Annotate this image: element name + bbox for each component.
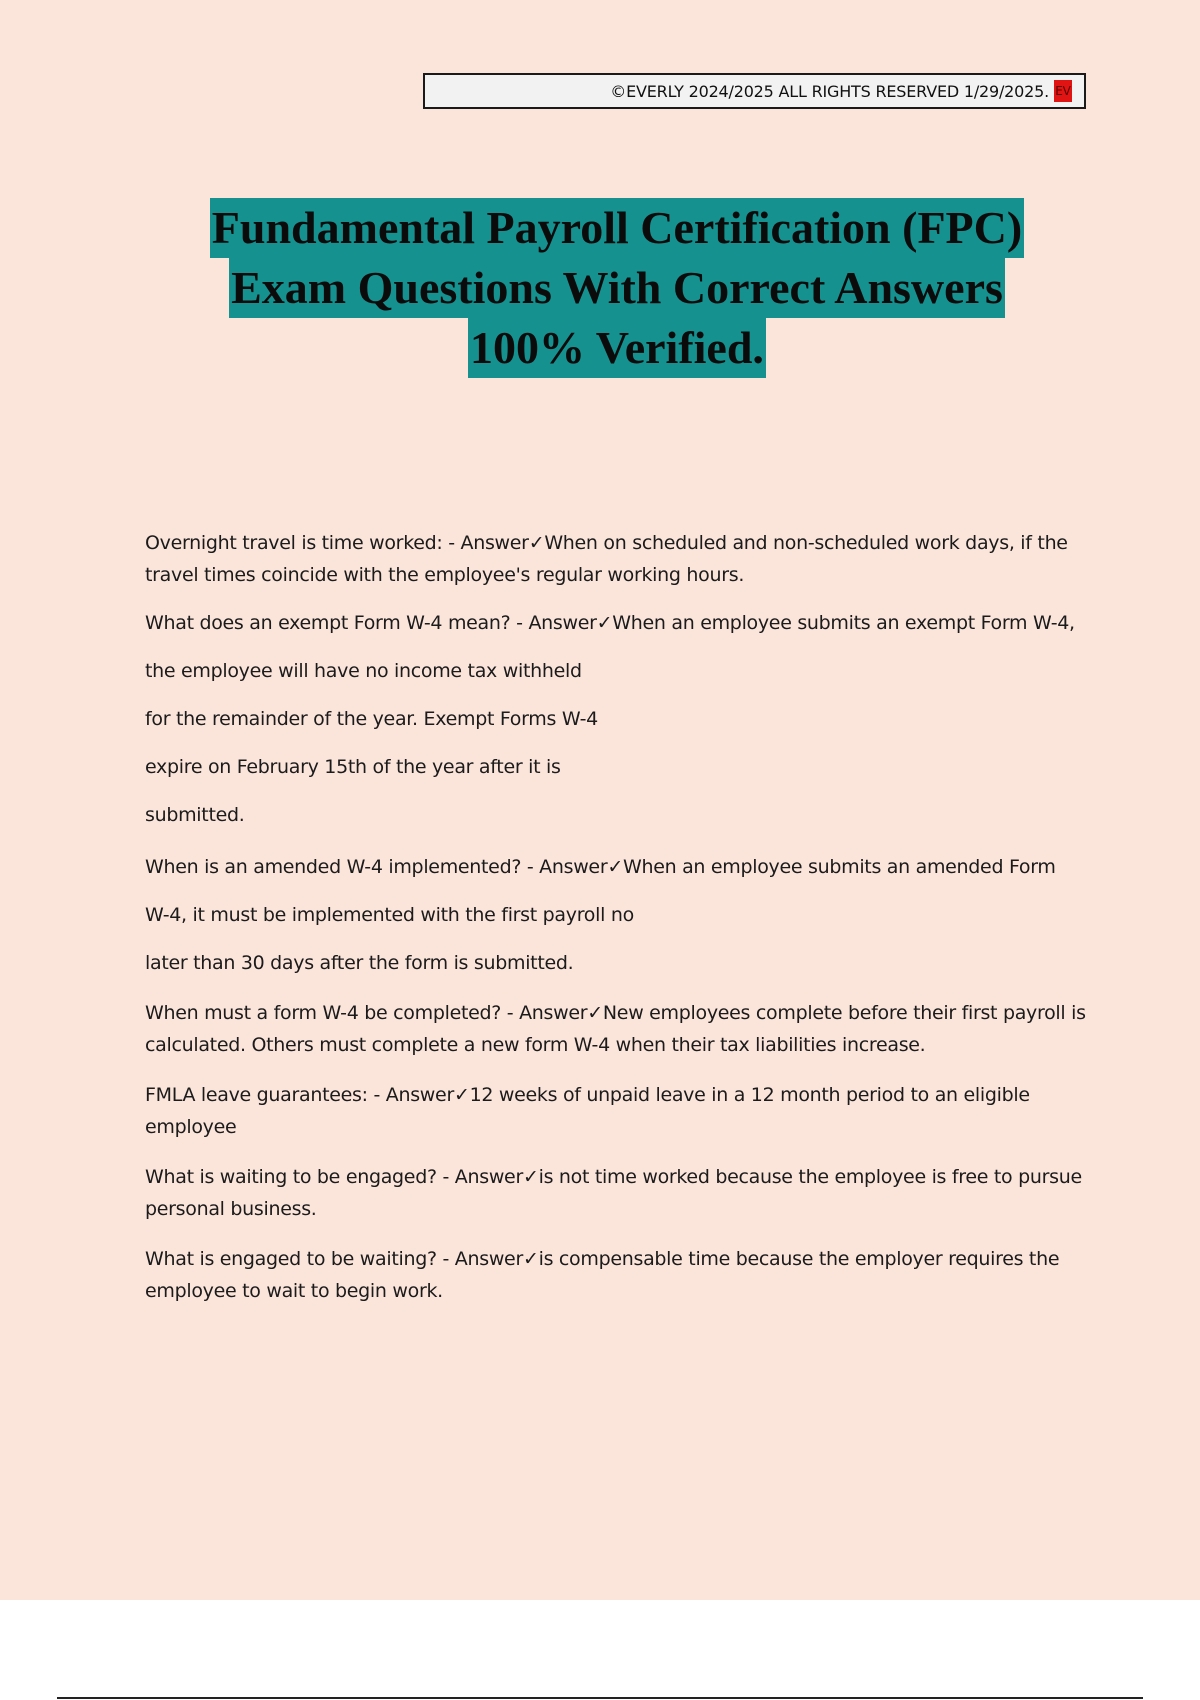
qa-item bbox=[145, 1079, 1095, 1143]
check-icon: ✓ bbox=[596, 612, 613, 634]
answer-continuation: submitted. bbox=[145, 804, 245, 826]
title-line-3: 100% Verified. bbox=[468, 318, 766, 378]
copyright-header bbox=[423, 73, 1086, 109]
qa-item bbox=[145, 607, 1095, 639]
answer: When an employee submits an exempt Form W-4, bbox=[612, 612, 1075, 634]
answer-continuation: expire on February 15th of the year after it is bbox=[145, 756, 561, 778]
qa-item bbox=[145, 997, 1095, 1061]
answer: When an employee submits an amended Form bbox=[622, 856, 1056, 878]
answer: New employees complete before their first payroll is calculated. Others must complete a new form W-4 when their tax liabilities increase. bbox=[145, 1002, 1086, 1056]
answer: is compensable time because the employer requires the employee to wait to begin work. bbox=[145, 1248, 1060, 1302]
question: When must a form W-4 be completed? - Answer bbox=[145, 1002, 588, 1024]
answer-continuation: for the remainder of the year. Exempt Forms W-4 bbox=[145, 708, 598, 730]
answer-continuation: later than 30 days after the form is submitted. bbox=[145, 952, 574, 974]
answer-continuation: W-4, it must be implemented with the first payroll no bbox=[145, 904, 634, 926]
qa-item bbox=[145, 1161, 1095, 1225]
answer: is not time worked because the employee is free to pursue personal business. bbox=[145, 1166, 1082, 1220]
check-icon: ✓ bbox=[453, 1084, 470, 1106]
check-icon: ✓ bbox=[528, 532, 545, 554]
answer-continuation: the employee will have no income tax withheld bbox=[145, 660, 582, 682]
copyright-text: ©EVERLY 2024/2025 ALL RIGHTS RESERVED 1/29/2025. bbox=[610, 81, 1049, 101]
question: What is waiting to be engaged? - Answer bbox=[145, 1166, 523, 1188]
check-icon: ✓ bbox=[522, 1166, 539, 1188]
title-line-2: Exam Questions With Correct Answers bbox=[229, 258, 1005, 318]
check-icon: ✓ bbox=[607, 856, 623, 878]
page-title bbox=[0, 198, 1200, 378]
answer: 12 weeks of unpaid leave in a 12 month period to an eligible employee bbox=[145, 1084, 1030, 1138]
check-icon: ✓ bbox=[587, 1002, 603, 1024]
qa-item bbox=[145, 1243, 1095, 1307]
qa-list bbox=[145, 527, 1095, 1307]
brand-mark: EV bbox=[1054, 80, 1072, 102]
question: Overnight travel is time worked: - Answer bbox=[145, 532, 529, 554]
qa-item bbox=[145, 527, 1095, 591]
question: What is engaged to be waiting? - Answer bbox=[145, 1248, 523, 1270]
question: When is an amended W-4 implemented? - Answer bbox=[145, 856, 608, 878]
answer: When on scheduled and non-scheduled work days, if the travel times coincide with the employee's regular working hours. bbox=[145, 532, 1068, 586]
qa-item bbox=[145, 851, 1095, 883]
question: What does an exempt Form W-4 mean? - Answer bbox=[145, 612, 597, 634]
question: FMLA leave guarantees: - Answer bbox=[145, 1084, 454, 1106]
check-icon: ✓ bbox=[522, 1248, 539, 1270]
footer-divider bbox=[57, 1697, 1143, 1699]
title-line-1: Fundamental Payroll Certification (FPC) bbox=[210, 198, 1024, 258]
